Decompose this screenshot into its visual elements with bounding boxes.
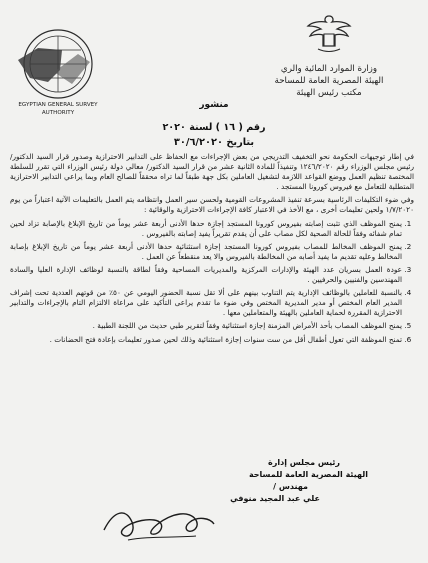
memo-title: منشور	[199, 100, 229, 110]
list-item: 6. تمنح الموظفة التي تعول أطفال أقل من ست سنوات إجازة استثنائية وذلك لحين صدور تعليمات بإعادة فتح الحضانات .	[10, 335, 402, 345]
header-block	[244, 12, 414, 99]
signatory-org: الهيئة المصرية العامة للمساحة	[248, 470, 368, 479]
eagle-emblem-icon	[306, 12, 352, 56]
ministry-name: وزارة الموارد المائية والري	[280, 64, 378, 74]
intro-paragraph: في إطار توجيهات الحكومة نحو التخفيف التدريجي من بعض الإجراءات مع الحفاظ على التدابير الاحترازية وصدور قرار السيد الدكتور/ رئيس مجلس الوزراء رقم ١٢٤٦/٢٠٢٠ وتنفيذاً للمادة الثانية عشر من قرار السيد الدكتور/ معالي دولة رئيس الوزراء التي تقرر للسلطة المختصة تنظيم العمل ووضع القواعد اللازمة لتشغيل العاملين بكل جهة طبقاً لما تراه محققاً للصالح العام وبما يراعي التدابير الاحترازية المتطلبة للتعامل مع فيروس كورونا المستجد .	[10, 152, 414, 192]
memo-number: رقم ( ١٦ ) لسنة ٢٠٢٠	[162, 122, 266, 133]
logo-caption-1: EGYPTIAN GENERAL SURVEY	[18, 102, 98, 108]
memo-date: بتاريخ ٣٠/٦/٢٠٢٠	[173, 137, 255, 148]
office-name: مكتب رئيس الهيئة	[296, 88, 362, 98]
list-item: 2. يمنح الموظف المخالط للمصاب بفيروس كورونا المستجد إجازة استثنائية حدها الأدنى أربعة عشر يوماً من تاريخ الإبلاغ بإصابة المخالط وعليه تقديم ما يفيد أصابه من المخالطة بالفيروس والا يعد منقطعاً عن العمل .	[10, 242, 402, 262]
list-item: 5. يمنح الموظف المصاب بأحد الأمراض المزمنة إجازة استثنائية وفقاً لتقرير طبي حديث من اللجنة الطبية .	[10, 321, 402, 331]
memo-body	[10, 152, 414, 348]
signature-block	[0, 457, 428, 505]
instructions-list	[10, 219, 414, 345]
signatory-role: رئيس مجلس إدارة	[268, 458, 340, 467]
instructions-paragraph: وفي ضوء التكليفات الرئاسية بسرعة تنفيذ المشروعات القومية ولحسن سير العمل وانتظامه يتم العمل بالتعليمات الآتية اعتباراً من يوم ١/٧/٢٠٢٠ ولحين تعليمات أخرى ، مع الأخذ في الاعتبار كافة الإجراءات الاحترازية والوقائية :	[10, 195, 414, 215]
list-item: 3. عودة العمل بسريان عدد الهيئة والإدارات المركزية والمديريات المساحية وفقاً لطاقة بالنسبة لوظائف الإدارة العليا والسادة المهندسين والفنيين والحرفيين .	[10, 265, 402, 285]
logo-caption-2: AUTHORITY	[41, 110, 75, 116]
handwritten-signature	[98, 500, 218, 546]
authority-name: الهيئة المصرية العامة للمساحة	[274, 76, 384, 86]
signatory-title: مهندس /	[273, 482, 308, 491]
list-item: 1. يمنح الموظف الذي تثبت إصابته بفيروس كورونا المستجد إجازة حدها الأدنى أربعة عشر يوماً من تاريخ الإبلاغ بالإصابة تزاد لحين تمام شفائه وفقاً للحالة الصحية لكل مصاب على أن يقدم تقريراً يفيد إصابته بالفيروس .	[10, 219, 402, 239]
signatory-name: علي عبد المجيد منوفي	[230, 494, 320, 503]
list-item: 4. بالنسبة للعاملين بالوظائف الإدارية يتم التناوب بينهم على ألا تقل نسبة الحضور اليومي عن ٥٠٪ من قوتهم العددية تحت إشراف المدير العام المختص أو مدير المديرية المختص وفي ضوء ما تقدم يراعى التأكيد على مراعاة الالتزام التام بالإجراءات والتدابير الاحترازية المقررة لحماية العاملين بالهيئة والمتعاملين معها .	[10, 288, 402, 318]
